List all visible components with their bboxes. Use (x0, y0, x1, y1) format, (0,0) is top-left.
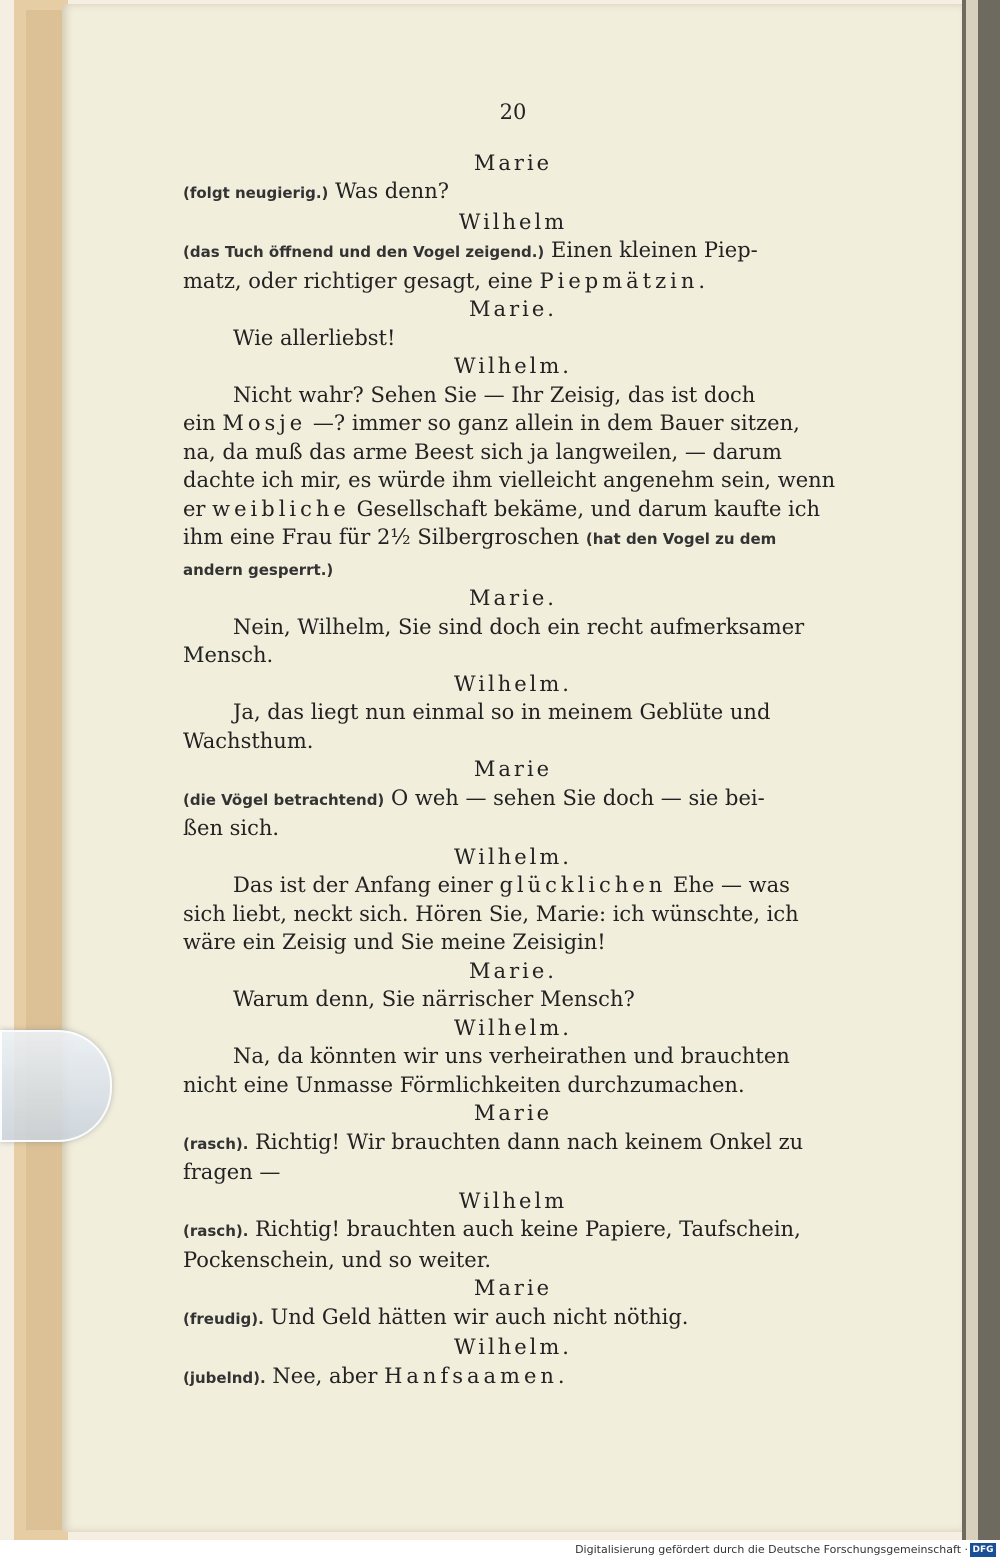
dialogue-text: —? immer so ganz allein in dem Bauer sitzen, (312, 411, 800, 435)
stage-direction: (jubelnd). (183, 1368, 266, 1387)
dialogue-line (183, 409, 843, 438)
dialogue-line: Na, da könnten wir uns verheirathen und brauchten (233, 1044, 790, 1068)
page-clip (0, 1030, 112, 1142)
dialogue-text: er (183, 496, 206, 521)
dialogue-line (183, 236, 843, 267)
page-number: 20 (499, 100, 527, 124)
dialogue-text: Gesellschaft bekäme, und darum kaufte ich (356, 496, 821, 521)
emphasized-text: weibliche (212, 496, 350, 521)
speaker-name: Marie (473, 757, 553, 781)
dialogue-text: O weh — sehen Sie doch — sie bei- (390, 785, 765, 810)
dialogue-line (183, 1362, 843, 1393)
stage-direction: (hat den Vogel zu dem (585, 530, 777, 548)
emphasized-text: Mosje (222, 411, 307, 435)
dialogue-line: Nicht wahr? Sehen Sie — Ihr Zeisig, das ist doch (233, 382, 756, 407)
dialogue-line (183, 784, 843, 815)
dialogue-line: Wachsthum. (183, 728, 314, 753)
stage-direction: (rasch). (183, 1222, 249, 1240)
speaker-name: Wilhelm (458, 209, 568, 234)
dialogue-text: Was denn? (335, 179, 449, 203)
dialogue-line (183, 177, 843, 208)
dialogue-line (183, 495, 843, 524)
dialogue-text: Und Geld hätten wir auch nicht nöthig. (270, 1304, 689, 1329)
dialogue-text: Das ist der Anfang einer (233, 873, 493, 897)
speaker-name: Marie. (469, 958, 557, 983)
dialogue-text: Ehe — was (672, 873, 790, 897)
dialogue-line: ßen sich. (183, 816, 280, 840)
speaker-name: Marie (473, 150, 553, 175)
emphasized-text: Piepmätzin. (539, 268, 710, 293)
speaker-name: Marie. (469, 297, 557, 321)
speaker-name: Marie (473, 1101, 553, 1125)
emphasized-text: Hanfsaamen. (384, 1363, 569, 1388)
dialogue-text: Richtig! brauchten auch keine Papiere, Taufschein, (255, 1217, 801, 1241)
dialogue-line: Warum denn, Sie närrischer Mensch? (233, 987, 635, 1011)
dialogue-line: Mensch. (183, 643, 274, 667)
dialogue-text: matz, oder richtiger gesagt, eine (183, 268, 533, 293)
emphasized-text: glücklichen (499, 873, 667, 897)
speaker-name: Marie. (469, 586, 557, 610)
dialogue-text: ihm eine Frau für 2½ Silbergroschen (183, 525, 580, 549)
dialogue-line: nicht eine Unmasse Förmlichkeiten durchzumachen. (183, 1072, 745, 1097)
dialogue-line: sich liebt, neckt sich. Hören Sie, Marie: ich wünschte, ich (183, 901, 799, 926)
speaker-name: Wilhelm. (454, 844, 572, 869)
dialogue-line (183, 267, 843, 296)
dialogue-text: Einen kleinen Piep- (550, 238, 758, 262)
dialogue-line: wäre ein Zeisig und Sie meine Zeisigin! (183, 930, 606, 954)
dialogue-line (183, 871, 843, 900)
stage-direction: andern gesperrt.) (183, 560, 334, 579)
stage-direction: (freudig). (183, 1309, 264, 1328)
stage-direction: (die Vögel betrachtend) (183, 790, 385, 809)
speaker-name: Wilhelm. (454, 671, 572, 696)
stage-direction: (rasch). (183, 1134, 249, 1153)
dialogue-line (183, 523, 843, 554)
page-text (183, 98, 843, 1392)
dialogue-line: Pockenschein, und so weiter. (183, 1247, 492, 1272)
speaker-name: Marie (473, 1276, 553, 1300)
dialogue-line: Ja, das liegt nun einmal so in meinem Geblüte und (233, 700, 771, 724)
dialogue-line (183, 1215, 843, 1246)
adjacent-page-edge (966, 0, 978, 1540)
dialogue-line: fragen — (183, 1160, 281, 1184)
book-cover-edge-inner (26, 10, 62, 1530)
dfg-logo: DFG (970, 1543, 996, 1557)
dialogue-line: dachte ich mir, es würde ihm vielleicht angenehm sein, wenn (183, 468, 836, 492)
dialogue-line: Nein, Wilhelm, Sie sind doch ein recht aufmerksamer (233, 614, 805, 639)
dialogue-text: ein (183, 411, 216, 435)
dialogue-line: Wie allerliebst! (233, 325, 396, 350)
speaker-name: Wilhelm. (454, 1335, 572, 1359)
funding-notice: Digitalisierung gefördert durch die Deutsche Forschungsgemeinschaft · (575, 1543, 968, 1556)
dialogue-line (183, 554, 843, 585)
stage-direction: (folgt neugierig.) (183, 184, 329, 202)
speaker-name: Wilhelm. (454, 1015, 572, 1040)
stage-direction: (das Tuch öffnend und den Vogel zeigend.) (183, 243, 545, 261)
speaker-name: Wilhelm (458, 1188, 568, 1213)
dialogue-line (183, 1303, 843, 1334)
dialogue-line: na, da muß das arme Beest sich ja langweilen, — darum (183, 439, 782, 464)
dialogue-text: Richtig! Wir brauchten dann nach keinem Onkel zu (255, 1129, 804, 1154)
speaker-name: Wilhelm. (454, 354, 572, 378)
dialogue-line (183, 1128, 843, 1159)
dialogue-text: Nee, aber (272, 1363, 378, 1388)
